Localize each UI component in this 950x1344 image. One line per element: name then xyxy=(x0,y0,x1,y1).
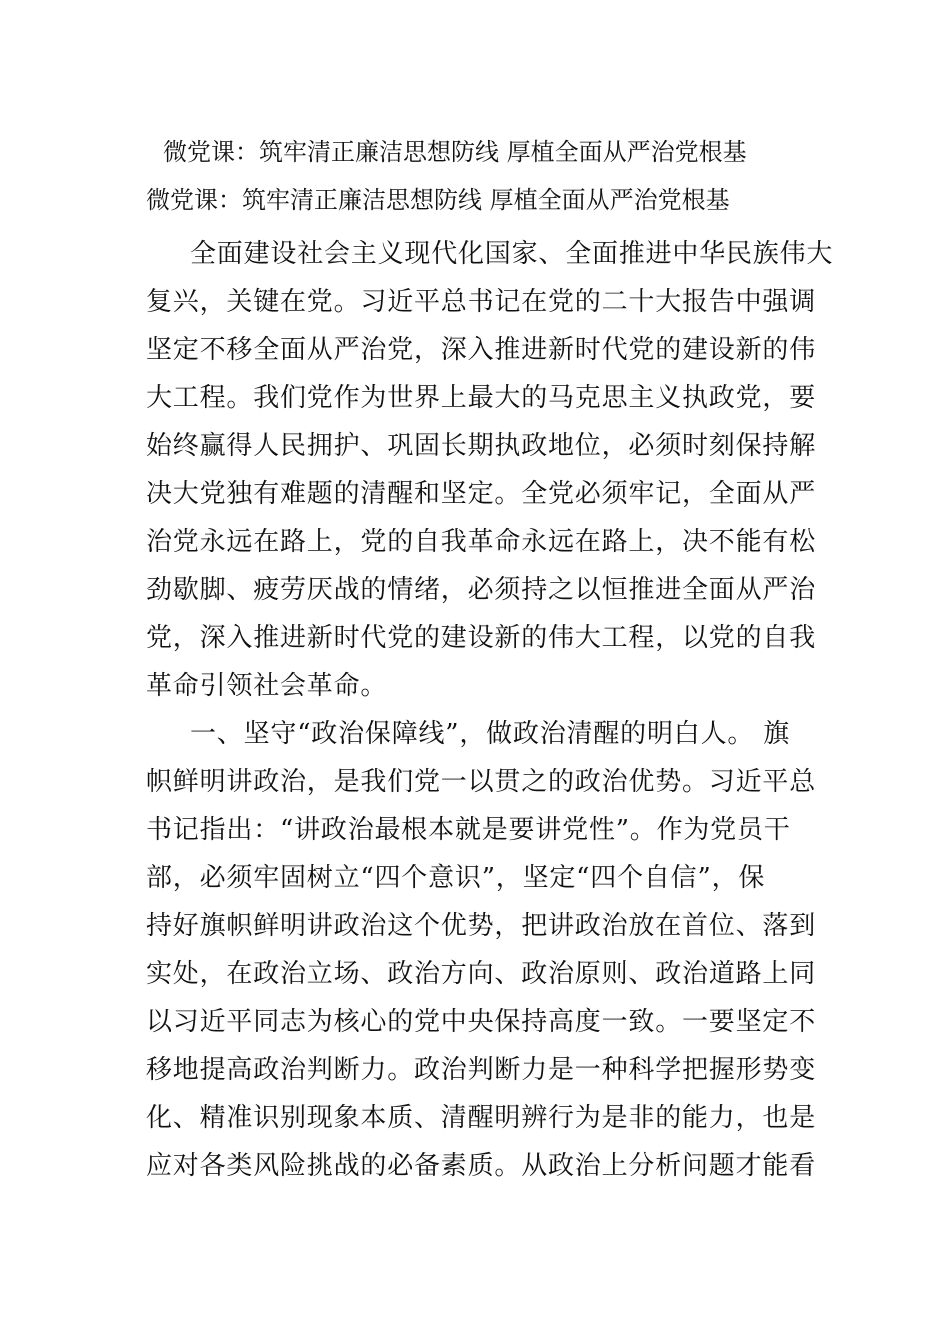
document-title-line-2: 微党课：筑牢清正廉洁思想防线 厚植全面从严治党根基 xyxy=(146,186,730,214)
paragraph-line: 复兴，关键在党。习近平总书记在党的二十大报告中强调 xyxy=(146,287,817,317)
paragraph-line: 应对各类风险挑战的必备素质。从政治上分析问题才能看 xyxy=(146,1151,817,1181)
paragraph-line: 以习近平同志为核心的党中央保持高度一致。一要坚定不 xyxy=(146,1007,817,1037)
paragraph-line: 治党永远在路上，党的自我革命永远在路上，决不能有松 xyxy=(146,527,817,557)
paragraph-line: 书记指出：“讲政治最根本就是要讲党性”。作为党员干 xyxy=(146,815,791,845)
paragraph-line: 实处，在政治立场、政治方向、政治原则、政治道路上同 xyxy=(146,959,817,989)
paragraph-line: 决大党独有难题的清醒和坚定。全党必须牢记，全面从严 xyxy=(146,479,817,509)
paragraph-line: 部，必须牢固树立“四个意识”，坚定“四个自信”，保 xyxy=(146,863,766,893)
section-heading-line: 一、坚守“政治保障线”，做政治清醒的明白人。 旗 xyxy=(190,719,791,749)
paragraph-line: 全面建设社会主义现代化国家、全面推进中华民族伟大 xyxy=(190,239,834,269)
paragraph-line: 党，深入推进新时代党的建设新的伟大工程，以党的自我 xyxy=(146,623,817,653)
paragraph-line: 化、精准识别现象本质、清醒明辨行为是非的能力，也是 xyxy=(146,1103,817,1133)
paragraph-line: 帜鲜明讲政治，是我们党一以贯之的政治优势。习近平总 xyxy=(146,767,817,797)
document-title-line-1: 微党课：筑牢清正廉洁思想防线 厚植全面从严治党根基 xyxy=(163,138,747,166)
document-body xyxy=(146,230,834,1190)
paragraph-line: 持好旗帜鲜明讲政治这个优势，把讲政治放在首位、落到 xyxy=(146,911,817,941)
paragraph-line: 劲歇脚、疲劳厌战的情绪，必须持之以恒推进全面从严治 xyxy=(146,575,817,605)
paragraph-line: 革命引领社会革命。 xyxy=(146,671,388,701)
paragraph-line: 坚定不移全面从严治党，深入推进新时代党的建设新的伟 xyxy=(146,335,817,365)
paragraph-line: 大工程。我们党作为世界上最大的马克思主义执政党，要 xyxy=(146,383,817,413)
paragraph-line: 始终赢得人民拥护、巩固长期执政地位，必须时刻保持解 xyxy=(146,431,817,461)
paragraph-line: 移地提高政治判断力。政治判断力是一种科学把握形势变 xyxy=(146,1055,817,1085)
